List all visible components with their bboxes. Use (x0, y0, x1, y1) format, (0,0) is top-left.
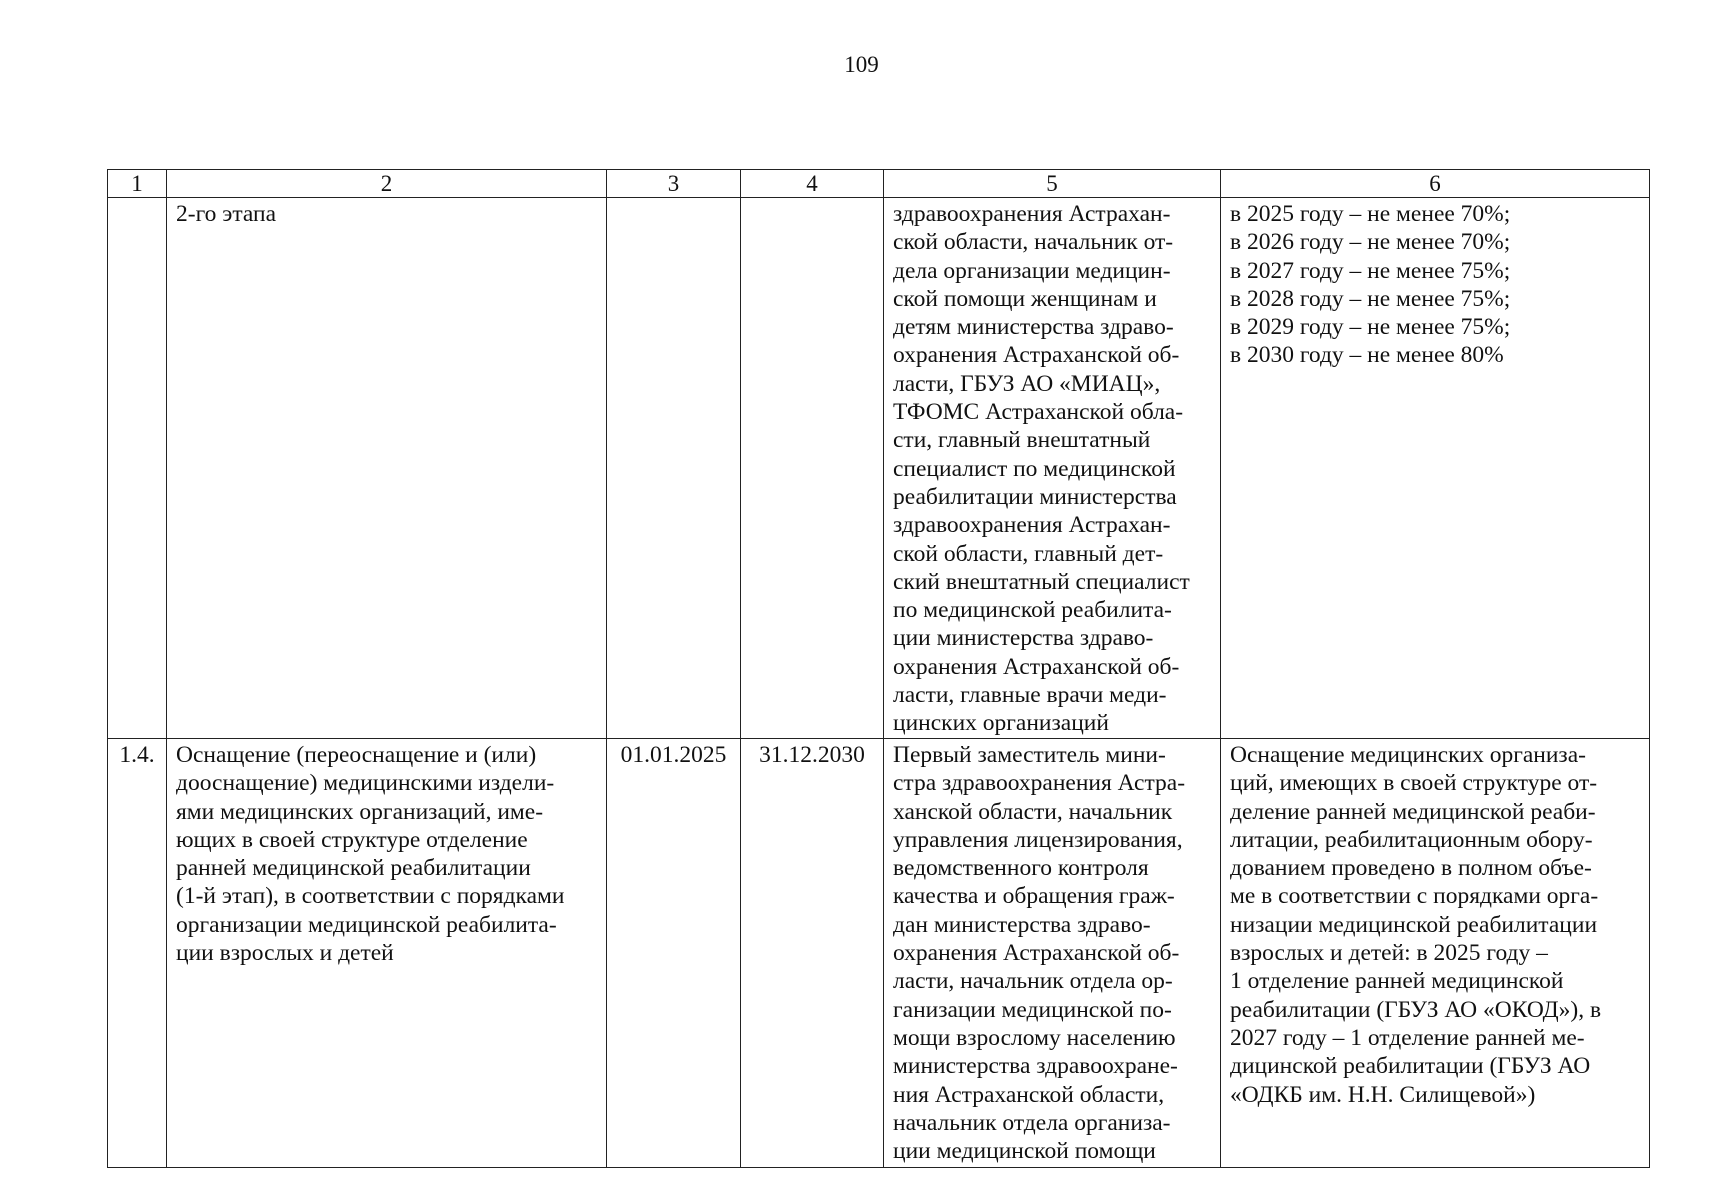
text-line: ющих в своей структуре отделение (176, 826, 528, 853)
text-line: охранения Астраханской об- (893, 342, 1180, 369)
text-line: по медицинской реабилита- (893, 597, 1172, 624)
text-line: 2027 году – 1 отделение ранней ме- (1230, 1024, 1585, 1051)
text-line: ской области, главный дет- (893, 540, 1164, 567)
result-cell (1221, 739, 1650, 1168)
table-row-continued (108, 198, 1650, 739)
column-header: 1 (108, 170, 167, 198)
text-line: дела организации медицин- (893, 257, 1171, 284)
text-line: дооснащение) медицинскими издели- (176, 770, 555, 797)
text-line: 2-го этапа (176, 201, 277, 227)
text-line: ласти, главные врачи меди- (893, 682, 1167, 709)
row-number (108, 198, 167, 739)
text-line: здравоохранения Астрахан- (893, 512, 1171, 539)
text-line: в 2029 году – не менее 75%; (1230, 314, 1511, 341)
text-line: (1-й этап), в соответствии с порядками (176, 883, 565, 910)
text-line: ведомственного контроля (893, 855, 1149, 882)
text-line: ями медицинских организаций, име- (176, 798, 544, 825)
text-line: деление ранней медицинской реаби- (1230, 798, 1596, 825)
table-row-1-4 (108, 739, 1650, 1168)
text-line: детям министерства здраво- (893, 314, 1174, 341)
text-line: охранения Астраханской об- (893, 940, 1180, 967)
text-line: ский внештатный специалист (893, 568, 1190, 595)
end-date-cell (741, 198, 884, 739)
text-line: «ОДКБ им. Н.Н. Силищевой») (1230, 1081, 1536, 1108)
result-cell (1221, 198, 1650, 739)
text-line: министерства здравоохране- (893, 1053, 1178, 1080)
text-line: литации, реабилитационным обору- (1230, 826, 1593, 853)
responsible-cell (884, 739, 1221, 1168)
text-line: ганизации медицинской по- (893, 996, 1172, 1023)
text-line: ций, имеющих в своей структуре от- (1230, 770, 1598, 797)
text-line: в 2026 году – не менее 70%; (1230, 229, 1511, 256)
text-line: ции министерства здраво- (893, 625, 1154, 652)
text-line: в 2028 году – не менее 75%; (1230, 285, 1511, 312)
text-line: в 2025 году – не менее 70%; (1230, 201, 1511, 227)
text-line: организации медицинской реабилита- (176, 911, 557, 938)
text-line: Оснащение медицинских организа- (1230, 742, 1586, 768)
text-line: ской помощи женщинам и (893, 285, 1157, 312)
column-header: 3 (607, 170, 741, 198)
text-line: Оснащение (переоснащение и (или) (176, 742, 537, 768)
text-line: начальник отдела организа- (893, 1109, 1171, 1136)
text-line: реабилитации (ГБУЗ АО «ОКОД»), в (1230, 996, 1602, 1023)
text-line: ласти, начальник отдела ор- (893, 968, 1173, 995)
text-line: ции медицинской помощи (893, 1138, 1156, 1165)
text-line: здравоохранения Астрахан- (893, 201, 1171, 227)
text-line: взрослых и детей: в 2025 году – (1230, 940, 1548, 967)
text-line: ской области, начальник от- (893, 229, 1174, 256)
text-line: стра здравоохранения Астра- (893, 770, 1186, 797)
text-line: Первый заместитель мини- (893, 742, 1166, 768)
text-line: в 2030 году – не менее 80% (1230, 342, 1504, 369)
text-line: дицинской реабилитации (ГБУЗ АО (1230, 1053, 1591, 1080)
end-date-cell: 31.12.2030 (741, 739, 884, 1168)
text-line: качества и обращения граж- (893, 883, 1175, 910)
text-line: сти, главный внештатный (893, 427, 1151, 454)
text-line: низации медицинской реабилитации (1230, 911, 1598, 938)
event-cell (167, 739, 607, 1168)
plan-table (107, 169, 1650, 1168)
page-number: 109 (844, 52, 879, 77)
text-line: дан министерства здраво- (893, 911, 1151, 938)
column-header: 5 (884, 170, 1221, 198)
column-header: 4 (741, 170, 884, 198)
text-line: специалист по медицинской (893, 455, 1176, 482)
text-line: 1 отделение ранней медицинской (1230, 968, 1564, 995)
row-number: 1.4. (108, 739, 167, 1168)
text-line: ции взрослых и детей (176, 940, 394, 967)
text-line: управления лицензирования, (893, 826, 1183, 853)
text-line: охранения Астраханской об- (893, 653, 1180, 680)
column-header: 6 (1221, 170, 1650, 198)
start-date-cell (607, 198, 741, 739)
text-line: в 2027 году – не менее 75%; (1230, 257, 1511, 284)
text-line: ласти, ГБУЗ АО «МИАЦ», (893, 370, 1161, 397)
text-line: ТФОМС Астраханской обла- (893, 399, 1184, 426)
text-line: реабилитации министерства (893, 483, 1177, 510)
text-line: цинских организаций (893, 710, 1109, 737)
text-line: мощи взрослому населению (893, 1024, 1176, 1051)
start-date-cell: 01.01.2025 (607, 739, 741, 1168)
header-row (108, 170, 1650, 198)
text-line: ханской области, начальник (893, 798, 1173, 825)
text-line: ранней медицинской реабилитации (176, 855, 531, 882)
text-line: дованием проведено в полном объе- (1230, 855, 1592, 882)
column-header: 2 (167, 170, 607, 198)
text-line: ния Астраханской области, (893, 1081, 1165, 1108)
responsible-cell (884, 198, 1221, 739)
event-cell (167, 198, 607, 739)
text-line: ме в соответствии с порядками орга- (1230, 883, 1599, 910)
